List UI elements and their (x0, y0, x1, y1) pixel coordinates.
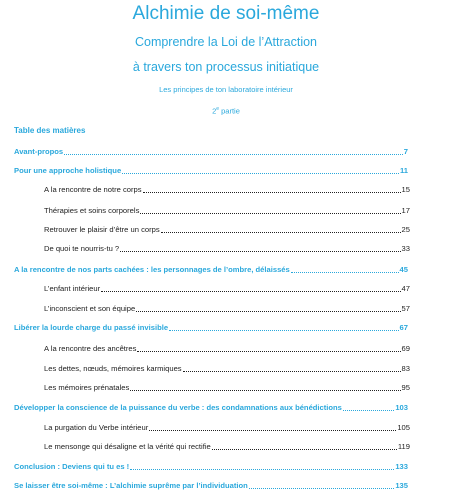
toc-dot-leader (161, 225, 401, 233)
toc-entry-label: L’enfant intérieur (44, 284, 101, 293)
toc-entry-label: A la rencontre des ancêtres (44, 344, 137, 353)
toc-dot-leader (137, 344, 400, 352)
toc-entry-page: 17 (401, 206, 410, 215)
toc-entry-label: L’inconscient et son équipe (44, 304, 136, 313)
toc-dot-leader (249, 481, 395, 489)
toc-entry[interactable] (44, 185, 410, 195)
toc-entry-page: 33 (401, 244, 410, 253)
toc-entry-label: Libérer la lourde charge du passé invisible (14, 323, 169, 332)
toc-entry-page: 135 (395, 481, 408, 490)
toc-entry-page: 7 (403, 147, 408, 156)
toc-entry[interactable] (14, 462, 408, 472)
toc-dot-leader (64, 147, 403, 155)
toc-entry-page: 133 (395, 462, 408, 471)
toc-entry-label: Les mémoires prénatales (44, 383, 130, 392)
toc-entry-page: 11 (399, 166, 408, 175)
toc-entry-label: Les dettes, nœuds, mémoires karmiques (44, 364, 182, 373)
book-title: Alchimie de soi-même (132, 3, 320, 24)
toc-entry[interactable] (14, 481, 408, 491)
part-word: partie (219, 106, 240, 116)
toc-entry[interactable] (44, 364, 410, 374)
toc-entry-page: 95 (401, 383, 410, 392)
toc-dot-leader (291, 265, 399, 273)
part-indicator (0, 106, 452, 116)
toc-entry[interactable] (14, 403, 408, 413)
toc-entry-label: Retrouver le plaisir d’être un corps (44, 225, 160, 234)
toc-entry[interactable] (44, 284, 410, 294)
toc-entry-page: 119 (397, 442, 410, 451)
book-subtitle-3: Les principes de ton laboratoire intérieur (159, 85, 293, 94)
toc-entry-label: A la rencontre de notre corps (44, 185, 142, 194)
toc-dot-leader (140, 206, 400, 214)
toc-entry[interactable] (44, 423, 410, 433)
toc-entry-label: La purgation du Verbe intérieur (44, 423, 149, 432)
toc-dot-leader (343, 403, 394, 411)
toc-entry-page: 67 (399, 323, 408, 332)
toc-entry-label: Se laisser être soi-même : L’alchimie suprême par l’individuation (14, 481, 248, 490)
toc-entry[interactable] (14, 265, 408, 275)
toc-dot-leader (101, 284, 400, 292)
toc-entry[interactable] (44, 206, 410, 216)
toc-dot-leader (136, 304, 400, 312)
toc-entry[interactable] (44, 442, 410, 452)
book-subtitle-1: Comprendre la Loi de l’Attraction (134, 35, 318, 49)
toc-dot-leader (122, 166, 399, 174)
toc-dot-leader (169, 323, 399, 331)
toc-dot-leader (130, 383, 400, 391)
toc-entry[interactable] (44, 304, 410, 314)
toc-heading: Table des matières (14, 126, 86, 135)
toc-entry-label: Pour une approche holistique (14, 166, 122, 175)
toc-entry-page: 15 (401, 185, 410, 194)
toc-dot-leader (120, 244, 400, 252)
toc-entry[interactable] (44, 244, 410, 254)
toc-entry-label: Avant-propos (14, 147, 64, 156)
toc-entry-page: 69 (401, 344, 410, 353)
toc-entry-label: Thérapies et soins corporels (44, 206, 140, 215)
toc-entry-page: 103 (395, 403, 408, 412)
toc-dot-leader (143, 185, 401, 193)
toc-entry[interactable] (44, 225, 410, 235)
toc-entry-page: 105 (397, 423, 410, 432)
toc-entry-page: 57 (401, 304, 410, 313)
toc-dot-leader (130, 462, 394, 470)
toc-dot-leader (149, 423, 396, 431)
toc-entry[interactable] (14, 323, 408, 333)
toc-entry-page: 47 (401, 284, 410, 293)
toc-entry-label: A la rencontre de nos parts cachées : les personnages de l’ombre, délaissés (14, 265, 290, 274)
toc-entry[interactable] (44, 344, 410, 354)
toc-entry-label: Développer la conscience de la puissance du verbe : des condamnations aux bénédictions (14, 403, 342, 412)
toc-entry-label: Le mensonge qui désaligne et la vérité qui rectifie (44, 442, 211, 451)
toc-entry[interactable] (14, 166, 408, 176)
part-superscript: e (216, 106, 220, 112)
part-number: 2 (212, 106, 217, 116)
toc-entry[interactable] (44, 383, 410, 393)
toc-dot-leader (183, 364, 401, 372)
toc-dot-leader (212, 442, 397, 450)
toc-entry-page: 83 (401, 364, 410, 373)
book-subtitle-2: à travers ton processus initiatique (132, 60, 320, 74)
toc-entry-page: 45 (399, 265, 408, 274)
toc-entry[interactable] (14, 147, 408, 157)
toc-entry-page: 25 (401, 225, 410, 234)
toc-entry-label: De quoi te nourris-tu ? (44, 244, 120, 253)
toc-entry-label: Conclusion : Deviens qui tu es ! (14, 462, 130, 471)
